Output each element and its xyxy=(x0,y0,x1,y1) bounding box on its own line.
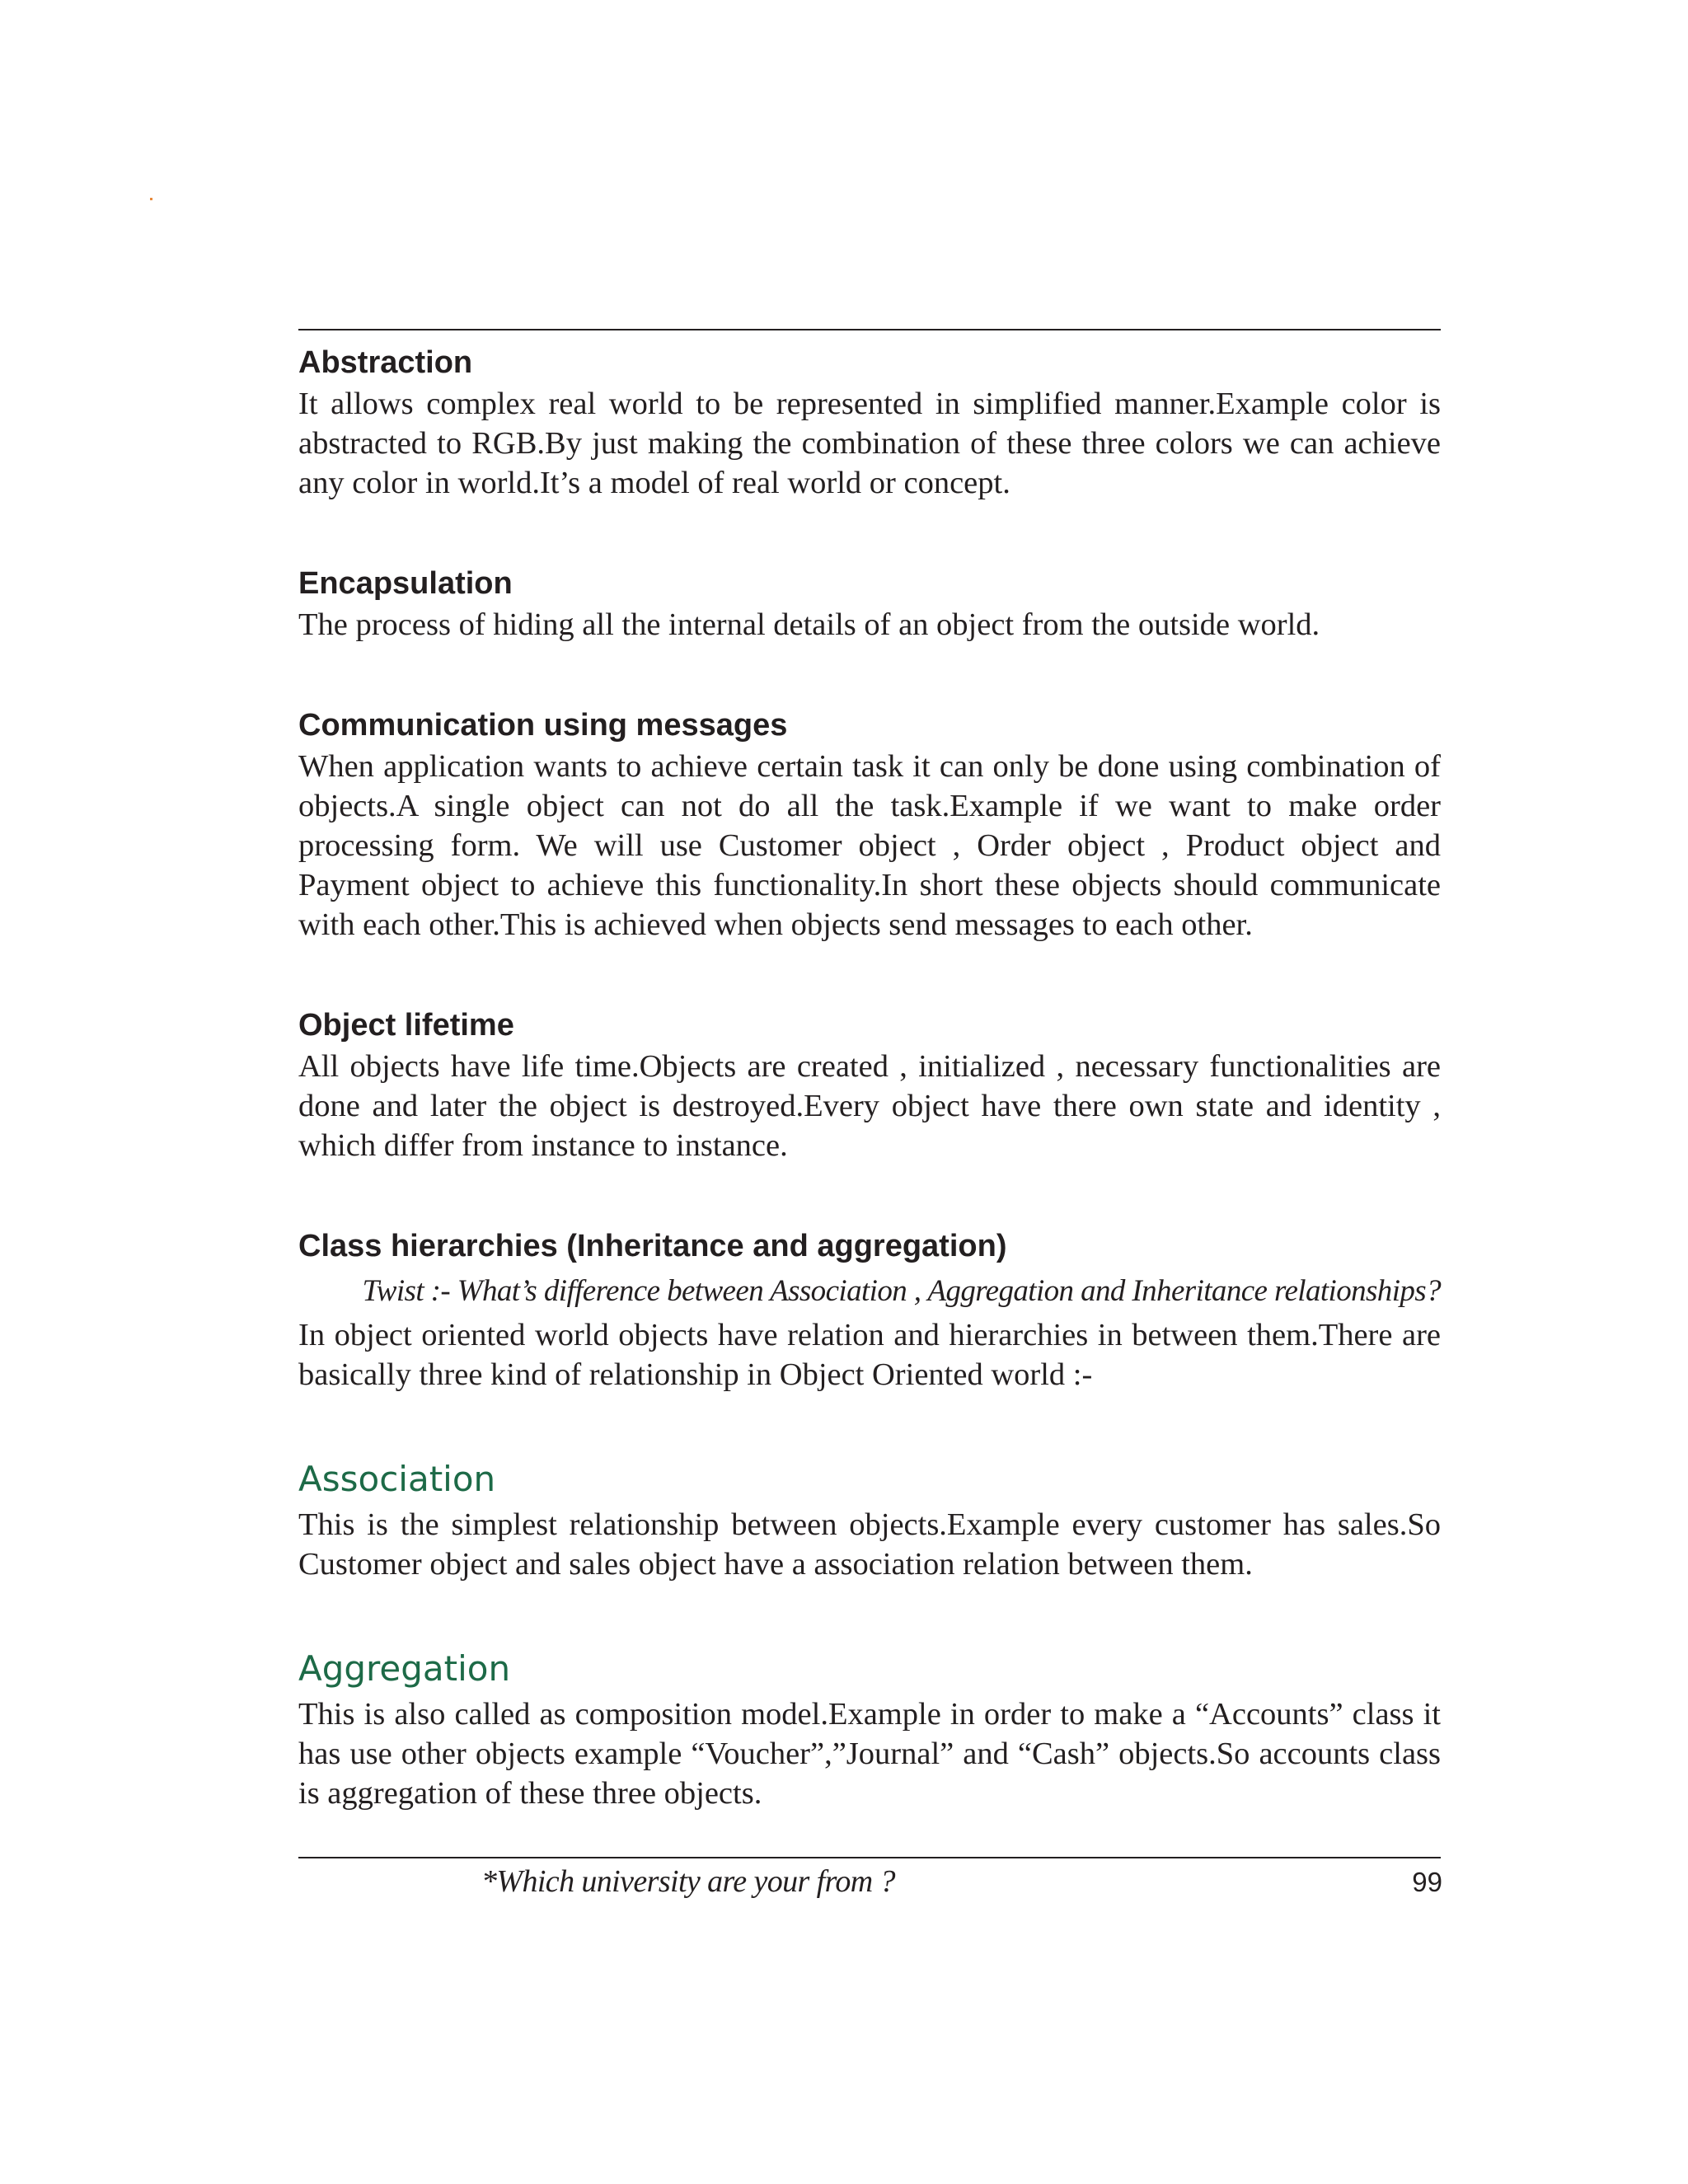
encapsulation-heading: Encapsulation xyxy=(298,566,513,601)
page-content xyxy=(298,341,1441,1813)
association-paragraph: This is the simplest relationship between objects.Example every customer has sales.So Customer object and sales object have a association relation between them. xyxy=(298,1507,1441,1582)
lifetime-heading: Object lifetime xyxy=(298,1008,514,1043)
encapsulation-paragraph: The process of hiding all the internal details of an object from the outside world. xyxy=(298,607,1320,642)
communication-heading: Communication using messages xyxy=(298,708,788,743)
lifetime-paragraph: All objects have life time.Objects are created , initialized , necessary functionalities are done and later the object is destroyed.Every object have there own state and identity , which differ from instance to instance. xyxy=(298,1049,1441,1163)
association-heading: Association xyxy=(298,1459,496,1499)
hierarchies-paragraph: In object oriented world objects have relation and hierarchies in between them.There are basically three kind of relationship in Object Oriented world :- xyxy=(298,1318,1441,1392)
aggregation-paragraph: This is also called as composition model.Example in order to make a “Accounts” class it has use other objects example “Voucher”,”Journal” and “Cash” objects.So accounts class is aggregation of these three objects. xyxy=(298,1697,1441,1811)
aggregation-heading: Aggregation xyxy=(298,1648,511,1689)
page-mark xyxy=(150,198,152,200)
communication-paragraph: When application wants to achieve certain task it can only be done using combination of objects.A single object can not do all the task.Example if we want to make order processing form. We will use Customer object , Order object , Product object and Payment object to achieve this functionality.In short these objects should communicate with each other.This is achieved when objects send messages to each other. xyxy=(298,749,1441,942)
hierarchies-heading: Class hierarchies (Inheritance and aggregation) xyxy=(298,1229,1007,1263)
abstraction-paragraph: It allows complex real world to be represented in simplified manner.Example color is abstracted to RGB.By just making the combination of these three colors we can achieve any color in world.It’s a model of real world or concept. xyxy=(298,387,1441,500)
footer-rule xyxy=(298,1857,1441,1858)
header-rule xyxy=(298,329,1441,330)
twist-question: Twist :- What’s difference between Association , Aggregation and Inheritance relationships? xyxy=(362,1274,1441,1308)
page-number: 99 xyxy=(1412,1867,1442,1897)
abstraction-heading: Abstraction xyxy=(298,345,473,380)
footer-quote: *Which university are your from ? xyxy=(481,1864,895,1899)
